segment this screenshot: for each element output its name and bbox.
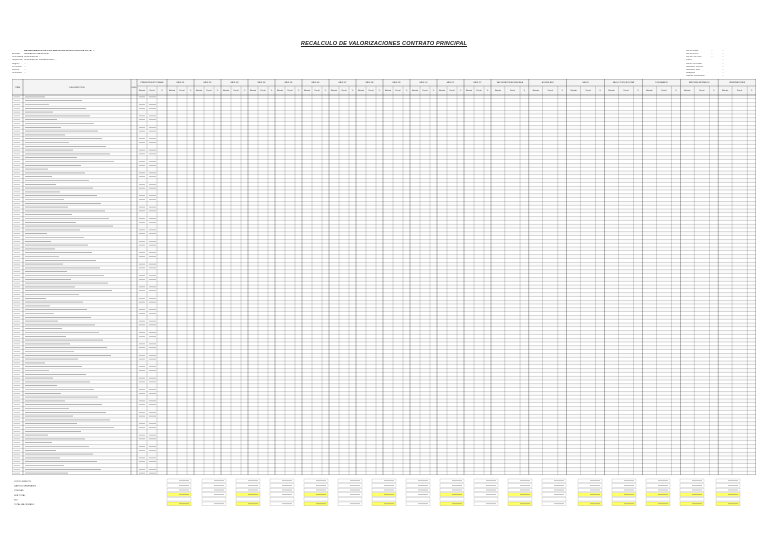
totals-grid	[12, 478, 756, 508]
table-row	[12, 437, 756, 441]
table-row	[12, 232, 756, 236]
sub-header: Parcial	[149, 90, 155, 92]
totals-cell	[202, 497, 226, 501]
table-row	[12, 338, 756, 342]
info-k: Reajuste	[686, 72, 696, 75]
table-row	[12, 148, 756, 152]
info-value: MEJORAMIENTO DE LOS SERVICIOS EDUCATIVOS DE LA I.E. ...	[24, 50, 95, 52]
info-v: ...	[722, 68, 724, 71]
table-row	[12, 201, 756, 205]
table-row	[12, 125, 756, 129]
table-row	[12, 217, 756, 221]
table-row	[12, 95, 756, 99]
sub-header: Parcial	[661, 90, 667, 92]
sub-header: Parcial	[623, 90, 629, 92]
sub-header: Metrado	[222, 90, 230, 92]
period-header: MES 07	[338, 82, 347, 84]
sub-header: Metrado	[608, 90, 615, 92]
totals-cell	[236, 497, 260, 501]
sub-header: Metrado	[330, 90, 338, 92]
sub-header: %	[712, 90, 715, 92]
info-key: Supervisor	[12, 59, 23, 62]
sub-header: %	[432, 90, 435, 92]
table-row	[12, 186, 756, 190]
period-header: MES 03	[230, 82, 239, 84]
totals-cell	[716, 497, 740, 501]
sub-header: %	[324, 90, 327, 92]
table-row	[12, 369, 756, 373]
period-header: MES 06	[311, 82, 320, 84]
period-header: MES 10	[419, 82, 428, 84]
totals-cell	[372, 497, 396, 501]
sub-header: Metrado	[646, 90, 653, 92]
table-row	[12, 262, 756, 266]
valuation-sheet	[12, 79, 756, 475]
sub-header: Parcial	[287, 90, 293, 92]
sub-header: %	[675, 90, 677, 92]
info-key: Entidad	[12, 53, 20, 56]
table-row	[12, 194, 756, 198]
info-value: ...	[24, 65, 26, 68]
totals-cell	[474, 497, 498, 501]
extra-header: % DE AVANCE	[654, 82, 668, 84]
table-row	[12, 422, 756, 426]
extra-header: SALDO POR EJECUTAR	[612, 82, 635, 84]
sub-header: %	[297, 90, 300, 92]
table-row	[12, 300, 756, 304]
sub-header: Parcial	[547, 90, 553, 92]
sub-header: Metrado	[276, 90, 284, 92]
sub-header: Parcial	[699, 90, 705, 92]
info-k: Monto Contrato	[686, 62, 702, 65]
table-row	[12, 179, 756, 183]
totals-label: IGV	[14, 499, 18, 502]
table-row	[12, 255, 756, 259]
period-header: MES 05	[284, 82, 293, 84]
info-key: Ubicación	[12, 72, 23, 75]
sub-header: Metrado	[195, 90, 203, 92]
sub-header: %	[270, 90, 273, 92]
totals-cell	[304, 497, 328, 501]
table-row	[12, 346, 756, 350]
table-row	[12, 141, 756, 145]
sub-header: Parcial	[585, 90, 591, 92]
table-row	[12, 171, 756, 175]
info-k: Fecha Base	[686, 50, 699, 52]
table-row	[12, 414, 756, 418]
info-m: ...	[711, 53, 713, 56]
sub-header: Parcial	[341, 90, 347, 92]
info-value: ...	[24, 68, 26, 71]
extra-header: ACUMULADO	[541, 82, 554, 84]
sub-header: Metrado	[494, 90, 502, 92]
table-row	[12, 460, 756, 464]
extra-header: SALDO	[582, 82, 589, 84]
info-v: ...	[722, 50, 724, 52]
table-row	[12, 315, 756, 319]
table-row	[12, 384, 756, 388]
table-row	[12, 163, 756, 167]
col-unit-header: UND	[131, 87, 137, 89]
totals-cell	[578, 497, 602, 501]
sub-header: Parcial	[179, 90, 185, 92]
table-row	[12, 361, 756, 365]
info-key: Contratista	[12, 56, 24, 59]
table-row	[12, 452, 756, 456]
info-key: Distrito	[12, 68, 20, 71]
sub-header: Metrado	[138, 90, 146, 92]
totals-cell	[440, 497, 464, 501]
project-info-left	[12, 50, 272, 75]
info-value: GOBIERNO REGIONAL ...	[24, 53, 52, 56]
period-header: MES 04	[257, 82, 266, 84]
sub-header: Parcial	[233, 90, 239, 92]
info-row	[686, 75, 762, 78]
sub-header: %	[161, 90, 163, 92]
table-row	[12, 429, 756, 433]
table-row	[12, 353, 756, 357]
info-m: ...	[711, 50, 713, 52]
table-row	[12, 407, 756, 411]
period-header: MES 09	[392, 82, 401, 84]
info-key: Región	[12, 62, 20, 65]
sub-header: %	[523, 90, 526, 92]
period-header: MES 12	[473, 82, 482, 84]
table-row	[12, 445, 756, 449]
table-row	[12, 247, 756, 251]
document-title: RECALCULO DE VALORIZACIONES CONTRATO PRINCIPAL	[300, 41, 468, 47]
info-v: ...	[722, 59, 724, 62]
info-value: ...	[24, 62, 26, 65]
sub-header: %	[351, 90, 354, 92]
totals-cell	[338, 497, 362, 501]
sub-header: Metrado	[384, 90, 392, 92]
sub-header: %	[637, 90, 639, 92]
table-row	[12, 376, 756, 380]
period-header: MES 01	[176, 82, 185, 84]
totals-cell	[680, 497, 704, 501]
info-m	[711, 75, 722, 78]
info-v: ...	[722, 75, 724, 78]
info-v: ...	[722, 65, 724, 68]
sub-header: Metrado	[465, 90, 473, 92]
table-row	[12, 308, 756, 312]
header-band	[12, 79, 756, 95]
period-header: MES 11	[446, 82, 455, 84]
project-info-right	[686, 50, 762, 78]
sub-header: %	[561, 90, 564, 92]
sub-header: %	[216, 90, 219, 92]
info-value: CONSORCIO ...	[24, 56, 41, 59]
sub-header: Parcial	[476, 90, 482, 92]
table-row	[12, 110, 756, 114]
info-k: Gastos Generales	[686, 75, 705, 78]
info-v: ...	[722, 53, 724, 56]
totals-cell	[612, 497, 636, 501]
info-value: CONSORCIO SUPERVISOR ...	[24, 59, 57, 62]
sub-header: Parcial	[260, 90, 266, 92]
sub-header: %	[459, 90, 462, 92]
table-row	[12, 209, 756, 213]
info-row	[12, 72, 272, 75]
totals-cell	[646, 497, 670, 501]
sub-header: %	[243, 90, 246, 92]
info-v: ...	[722, 62, 724, 65]
sub-header: Metrado	[438, 90, 446, 92]
sub-header: Parcial	[449, 90, 455, 92]
sub-header: Metrado	[303, 90, 311, 92]
sub-header: Parcial	[509, 90, 516, 92]
sub-header: Metrado	[168, 90, 176, 92]
totals-label: COSTO DIRECTO	[14, 481, 32, 483]
table-row	[12, 285, 756, 289]
table-row	[12, 118, 756, 122]
sub-header: Metrado	[721, 90, 729, 92]
sub-header: Metrado	[570, 90, 577, 92]
info-k: Adelanto Directo	[686, 65, 703, 68]
sub-header: Metrado	[532, 90, 539, 92]
table-row	[12, 239, 756, 243]
table-row	[12, 293, 756, 297]
table-row	[12, 224, 756, 228]
sub-header: Metrado	[249, 90, 257, 92]
sub-header: %	[750, 90, 753, 92]
extra-header: MAYORES METRADOS	[688, 82, 710, 84]
info-k: Adelanto Mat.	[686, 68, 701, 71]
sub-header: Parcial	[395, 90, 401, 92]
table-row	[12, 323, 756, 327]
sub-header: Parcial	[368, 90, 374, 92]
totals-label: GASTOS GENERALES	[14, 485, 36, 488]
info-k: Fecha Término	[686, 56, 702, 59]
info-value: ...	[24, 72, 26, 75]
table-row	[12, 156, 756, 160]
valuation-grid	[12, 79, 756, 475]
sub-header: %	[599, 90, 601, 92]
extra-header: OBSERVACIONES	[728, 82, 746, 84]
info-v: ...	[722, 56, 724, 59]
info-m: ...	[711, 56, 713, 59]
sub-header: Parcial	[314, 90, 320, 92]
totals-label: SUB TOTAL	[14, 494, 26, 497]
totals-cell	[406, 497, 430, 501]
sub-header: Parcial	[737, 90, 743, 92]
totals-section	[12, 478, 756, 508]
sub-header: Metrado	[357, 90, 365, 92]
totals-label: UTILIDAD	[14, 490, 24, 493]
info-key: Provincia	[12, 65, 22, 68]
sub-header: %	[378, 90, 381, 92]
sub-header: Parcial	[206, 90, 212, 92]
sub-header: Metrado	[684, 90, 691, 92]
info-k: Fecha Inicio	[686, 53, 699, 56]
period-header: MES 08	[365, 82, 374, 84]
table-row	[12, 270, 756, 274]
table-row	[12, 391, 756, 395]
sub-header: %	[189, 90, 192, 92]
col-item-header: ITEM	[14, 87, 21, 89]
info-k: Plazo	[686, 59, 692, 62]
table-row	[12, 103, 756, 107]
period-header: MES 02	[203, 82, 212, 84]
sub-header: %	[405, 90, 408, 92]
extra-header: VALORIZACIÓN ACUMULADA	[496, 82, 524, 84]
totals-cell	[167, 497, 191, 501]
table-row	[12, 331, 756, 335]
table-row	[12, 133, 756, 137]
table-row	[12, 467, 756, 471]
col-desc-header: DESCRIPCION	[69, 87, 85, 89]
table-row	[12, 277, 756, 281]
totals-cell	[542, 497, 566, 501]
info-v: ...	[722, 72, 724, 75]
totals-cell	[508, 497, 532, 501]
presupuesto-header: PRESUPUESTO BASE	[140, 82, 164, 84]
totals-label: TOTAL VALORIZADO	[14, 504, 35, 506]
totals-cell	[270, 497, 294, 501]
sub-header: Parcial	[422, 90, 428, 92]
sub-header: %	[486, 90, 489, 92]
table-row	[12, 399, 756, 403]
sub-header: Metrado	[411, 90, 419, 92]
